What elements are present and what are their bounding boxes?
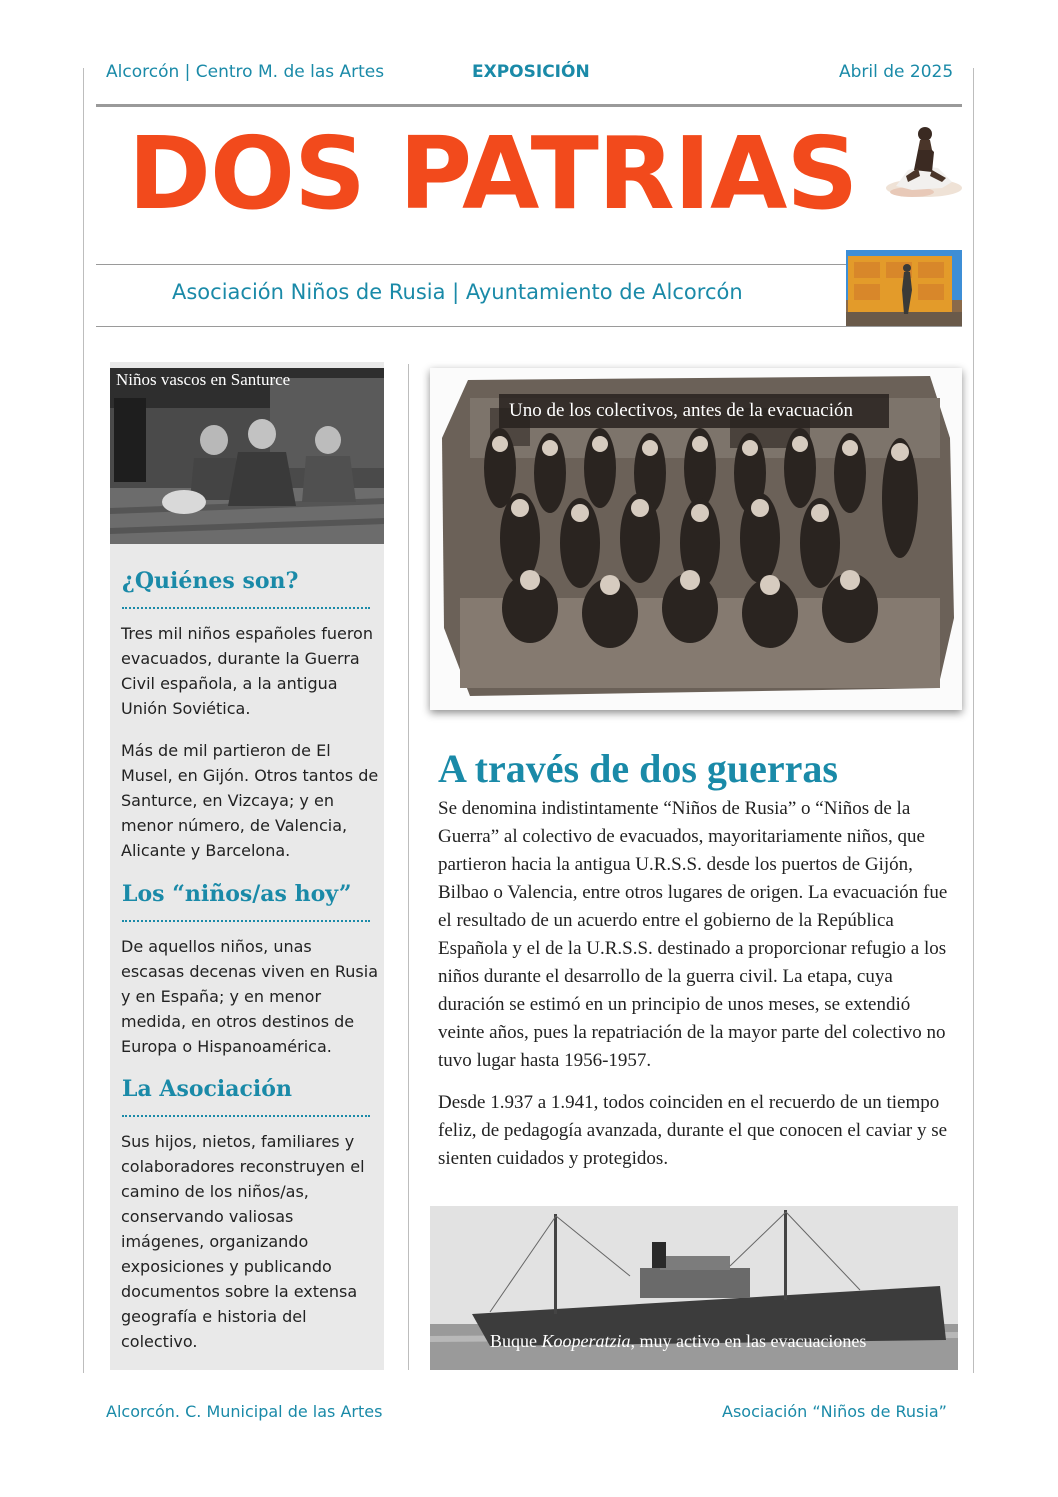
heading-quienes-son: ¿Quiénes son? [122,568,299,594]
header-section: EXPOSICIÓN [472,62,590,82]
group-photo-caption: Uno de los colectivos, antes de la evacuación [509,400,853,421]
paragraph-quienes-1: Tres mil niños españoles fueron evacuados, durante la Guerra Civil española, a la antigua Unión Soviética. [121,624,373,718]
building-image [846,250,962,326]
left-margin-rule [83,68,84,1373]
column-divider [408,364,409,1370]
masthead-title: DOS PATRIAS [128,115,858,232]
heading-underline-1 [122,607,370,609]
ship-caption-name: Kooperatzia [541,1331,631,1351]
heading-asociacion: La Asociación [122,1076,292,1102]
article-title: A través de dos guerras [438,746,838,791]
ship-caption [490,1331,866,1352]
heading-ninos-hoy: Los “niños/as hoy” [122,881,352,907]
footer-left: Alcorcón. C. Municipal de las Artes [106,1402,383,1421]
paragraph-quienes-2: Más de mil partieron de El Musel, en Gijón. Otros tantos de Santurce, en Vizcaya; y en menor número, de Valencia, Alicante y Barcelona. [121,741,379,860]
article-paragraph-1: Se denomina indistintamente “Niños de Rusia” o “Niños de la Guerra” al colectivo de evacuados, mayoritariamente niños, que partieron hacia la antigua U.R.S.S. desde los puertos de Gijón, Bilbao o Valencia, entre otros lugares de origen. La evacuación fue el resultado de un acuerdo entre el gobierno de la República Española y el de la U.R.S.S. destinado a proporcionar refugio a los niños durante el desarrollo de la guerra civil. La etapa, cuya duración se estimó en un principio de unos meses, se extendió veinte años, pues la repatriación de la mayor parte del colectivo no tuvo lugar hasta 1956-1957. [438,798,948,1071]
masthead-rule-bottom [96,326,962,327]
right-margin-rule [973,68,974,1373]
footer-right: Asociación “Niños de Rusia” [722,1402,947,1421]
article-paragraph-2: Desde 1.937 a 1.941, todos coinciden en el recuerdo de un tiempo feliz, de pedagogía avanzada, durante el que conocen el caviar y se sienten cuidados y protegidos. [438,1092,948,1169]
header-date: Abril de 2025 [839,62,954,82]
ship-caption-prefix: Buque [490,1331,542,1351]
masthead-rule-top [96,264,846,265]
heading-underline-2 [122,920,370,922]
heading-underline-3 [122,1115,370,1117]
paragraph-ninos-hoy: De aquellos niños, unas escasas decenas viven en Rusia y en España; y en menor medida, en otros destinos de Europa o Hispanoamérica. [121,937,378,1056]
statue-image [882,122,966,200]
paragraph-asociacion: Sus hijos, nietos, familiares y colaboradores reconstruyen el camino de los niños/as, conservando valiosas imágenes, organizando exposiciones y publicando documentos sobre la extensa geografía e historia del colectivo. [121,1132,365,1351]
santurce-photo [110,368,384,544]
header-location: Alcorcón | Centro M. de las Artes [106,62,385,82]
santurce-caption: Niños vascos en Santurce [116,370,291,389]
ship-caption-suffix: , muy activo en las evacuaciones [630,1331,867,1351]
header-rule [96,104,962,107]
masthead-subtitle: Asociación Niños de Rusia | Ayuntamiento de Alcorcón [172,280,743,304]
